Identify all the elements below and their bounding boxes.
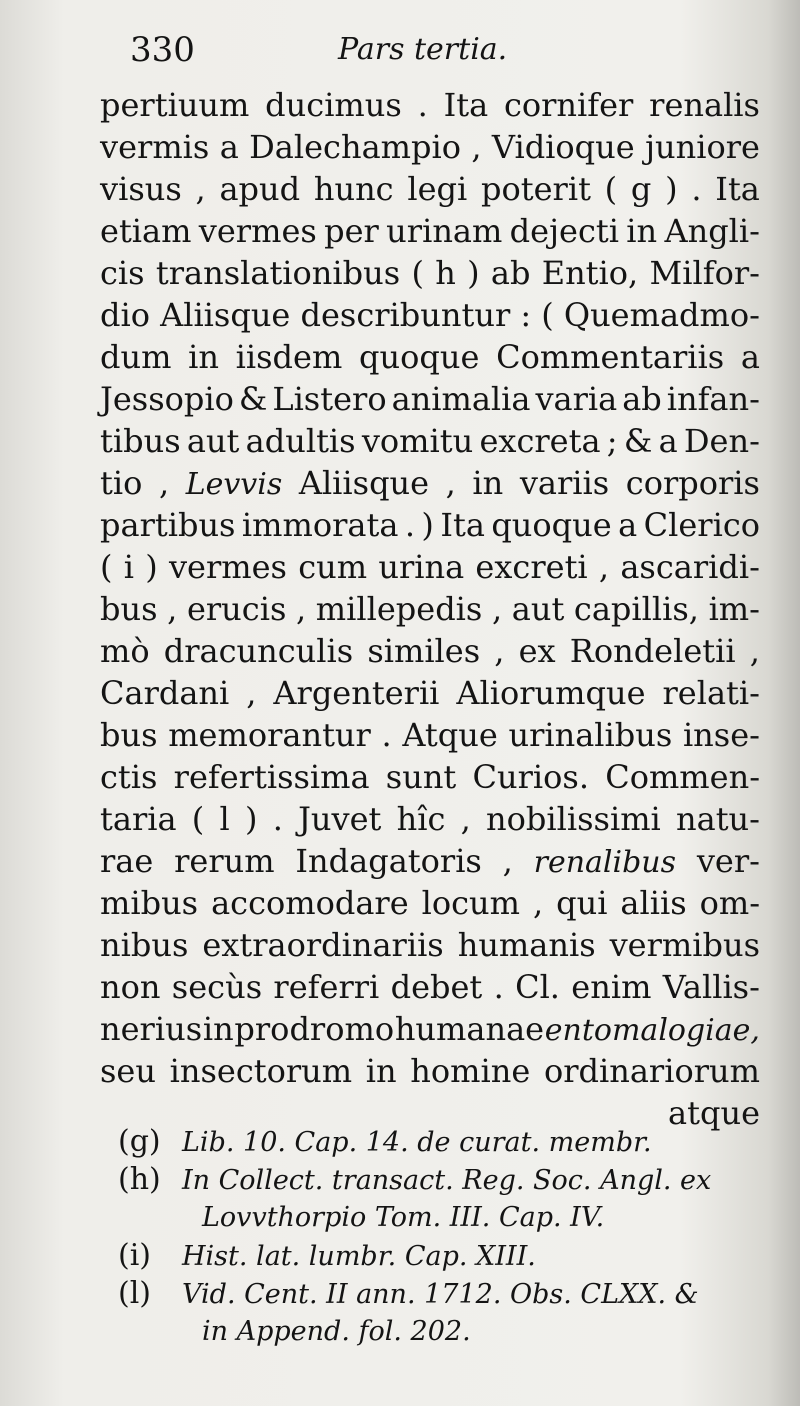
- word: aut: [186, 422, 240, 460]
- word: per: [324, 212, 379, 250]
- word: .: [381, 716, 392, 754]
- word: adultis: [245, 422, 356, 460]
- word: Curios.: [472, 758, 589, 796]
- word: ,: [460, 800, 471, 838]
- footnote: [118, 1161, 768, 1199]
- word: infan-: [666, 380, 760, 418]
- word: ): [145, 548, 158, 586]
- word: accomodare: [211, 884, 409, 922]
- word: Argenterii: [273, 674, 440, 712]
- footnote-mark: (h): [118, 1162, 161, 1197]
- page-header: [130, 30, 740, 80]
- word: debet: [390, 968, 483, 1006]
- word: a: [219, 128, 239, 166]
- word: animalia: [391, 380, 531, 418]
- word: translationibus: [155, 254, 401, 292]
- word: in: [626, 212, 658, 250]
- word: enim: [571, 968, 652, 1006]
- word: seu: [100, 1052, 156, 1090]
- word: .: [272, 800, 283, 838]
- word: vomitu: [361, 422, 474, 460]
- word: hunc: [313, 170, 394, 208]
- text-line: [100, 336, 760, 378]
- word: ex: [518, 632, 556, 670]
- word: ,: [502, 842, 513, 880]
- footnote-text: Hist. lat. lumbr. Cap. XIII.: [182, 1241, 536, 1272]
- word: renalibus: [533, 845, 677, 880]
- word: Vallis-: [662, 968, 760, 1006]
- word: &: [623, 422, 653, 460]
- word: entomalogiae,: [544, 1013, 760, 1048]
- word: .: [691, 170, 702, 208]
- word: vermibus: [609, 926, 760, 964]
- word: ,: [195, 170, 206, 208]
- word: ): [244, 800, 258, 838]
- text-line: [100, 462, 760, 504]
- word: ): [467, 254, 480, 292]
- word: humanis: [457, 926, 596, 964]
- word: poterit: [480, 170, 591, 208]
- word: :: [520, 296, 532, 334]
- text-line: [100, 672, 760, 714]
- word: ,: [471, 128, 482, 166]
- word: om-: [699, 884, 760, 922]
- word: in: [188, 338, 219, 376]
- word: Aliisque: [160, 296, 291, 334]
- text-line: [100, 882, 760, 924]
- word: (: [411, 254, 424, 292]
- word: vermis: [100, 128, 210, 166]
- word: taria: [100, 800, 177, 838]
- footnote-text: Lib. 10. Cap. 14. de curat. membr.: [182, 1127, 652, 1158]
- word: bus: [100, 716, 158, 754]
- word: Commen-: [605, 758, 760, 796]
- word: varia: [535, 380, 618, 418]
- word: Milfor-: [649, 254, 760, 292]
- word: ): [665, 170, 678, 208]
- word: hîc: [396, 800, 446, 838]
- word: urina: [378, 548, 465, 586]
- footnote-mark: (l): [118, 1276, 152, 1311]
- text-line: [100, 546, 760, 588]
- word: excreti: [475, 548, 588, 586]
- word: ctis: [100, 758, 158, 796]
- word: corporis: [625, 464, 760, 502]
- word: Entio,: [541, 254, 639, 292]
- text-line: [100, 84, 760, 126]
- text-line: [100, 756, 760, 798]
- footnote-mark: (g): [118, 1124, 161, 1159]
- word: qui: [556, 884, 608, 922]
- word: in: [472, 464, 504, 502]
- text-line: [100, 294, 760, 336]
- catchword: atque: [668, 1094, 760, 1132]
- word: describuntur: [300, 296, 511, 334]
- word: .: [417, 86, 428, 124]
- word: Dalechampio: [249, 128, 461, 166]
- word: ,: [749, 632, 760, 670]
- word: ,: [246, 674, 257, 712]
- word: juniore: [645, 128, 760, 166]
- word: ,: [598, 548, 610, 586]
- word: homine: [410, 1052, 531, 1090]
- word: Juvet: [298, 800, 382, 838]
- page-number: 330: [130, 30, 195, 70]
- word: quoque: [359, 338, 480, 376]
- word: (: [604, 170, 618, 208]
- word: (: [541, 296, 554, 334]
- word: nibus: [100, 926, 189, 964]
- word: ;: [606, 422, 618, 460]
- word: Ita: [443, 86, 489, 124]
- word: tio: [100, 464, 143, 502]
- word: a: [658, 422, 678, 460]
- word: ,: [167, 590, 178, 628]
- word: renalis: [649, 86, 760, 124]
- word: ducimus: [265, 86, 402, 124]
- word: cum: [298, 548, 368, 586]
- word: ab: [622, 380, 662, 418]
- word: legi: [407, 170, 468, 208]
- word: ascaridi-: [620, 548, 760, 586]
- word: ordinariorum: [543, 1052, 760, 1090]
- word: referri: [273, 968, 380, 1006]
- word: immorata: [241, 506, 399, 544]
- word: tibus: [100, 422, 181, 460]
- word: ,: [295, 590, 307, 628]
- word: vermes: [198, 212, 317, 250]
- word: excreta: [479, 422, 601, 460]
- word: capillis,: [573, 590, 699, 628]
- word: in: [202, 1010, 234, 1048]
- text-line: [100, 126, 760, 168]
- word: rerum: [174, 842, 275, 880]
- word: similes: [367, 632, 481, 670]
- text-line: [100, 840, 760, 882]
- word: secùs: [171, 968, 263, 1006]
- word: rae: [100, 842, 154, 880]
- word: Commentariis: [496, 338, 725, 376]
- word: Vidioque: [491, 128, 635, 166]
- word: Atque: [402, 716, 498, 754]
- word: l: [219, 800, 230, 838]
- word: ,: [158, 464, 170, 502]
- word: dum: [100, 338, 172, 376]
- word: aut: [511, 590, 565, 628]
- word: in: [365, 1052, 397, 1090]
- footnote: [118, 1199, 768, 1237]
- footnote: [118, 1237, 768, 1275]
- word: dejecti: [509, 212, 619, 250]
- word: apud: [219, 170, 301, 208]
- text-line: [100, 714, 760, 756]
- text-line: [100, 1008, 760, 1050]
- word: Levvis: [185, 467, 283, 502]
- word: vermes: [168, 548, 287, 586]
- word: variis: [519, 464, 610, 502]
- word: erucis: [186, 590, 287, 628]
- footnote: [118, 1275, 768, 1313]
- text-line: [100, 630, 760, 672]
- word: non: [100, 968, 161, 1006]
- word: partibus: [100, 506, 236, 544]
- word: im-: [708, 590, 760, 628]
- footnote-mark: (i): [118, 1238, 152, 1273]
- word: relati-: [662, 674, 760, 712]
- word: humanae: [394, 1010, 545, 1048]
- word: Den-: [683, 422, 760, 460]
- word: Aliorumque: [456, 674, 646, 712]
- word: Jessopio: [100, 380, 234, 418]
- footnote-text: Lovvthorpio Tom. III. Cap. IV.: [202, 1202, 605, 1233]
- word: Indagatoris: [295, 842, 482, 880]
- word: millepedis: [315, 590, 483, 628]
- body-text: [100, 84, 760, 1134]
- word: etiam: [100, 212, 192, 250]
- word: memorantur: [168, 716, 371, 754]
- text-line: [100, 1050, 760, 1092]
- word: i: [123, 548, 134, 586]
- running-title: Pars tertia.: [338, 32, 508, 67]
- footnote-text: In Collect. transact. Reg. Soc. Angl. ex: [182, 1165, 712, 1196]
- word: dracunculis: [163, 632, 354, 670]
- word: iisdem: [235, 338, 343, 376]
- word: ab: [490, 254, 531, 292]
- word: a: [618, 506, 638, 544]
- word: Rondeletii: [569, 632, 736, 670]
- footnote: [118, 1123, 768, 1161]
- word: natu-: [676, 800, 760, 838]
- word: (: [100, 548, 113, 586]
- word: nerius: [100, 1010, 203, 1048]
- text-line: [100, 378, 760, 420]
- word: bus: [100, 590, 158, 628]
- text-line: [100, 966, 760, 1008]
- word: sunt: [385, 758, 457, 796]
- word: Ita: [715, 170, 760, 208]
- word: pertiuum: [100, 86, 250, 124]
- word: Quemadmo-: [563, 296, 760, 334]
- footnote-text: in Append. fol. 202.: [202, 1316, 471, 1347]
- word: urinalibus: [508, 716, 673, 754]
- word: ,: [491, 590, 503, 628]
- word: Listero: [272, 380, 387, 418]
- word: ver-: [696, 842, 760, 880]
- word: h: [435, 254, 456, 292]
- word: quoque: [491, 506, 612, 544]
- text-line: [100, 210, 760, 252]
- word: Aliisque: [298, 464, 430, 502]
- word: ,: [532, 884, 544, 922]
- word: aliis: [620, 884, 687, 922]
- text-line: [100, 168, 760, 210]
- word: a: [740, 338, 760, 376]
- footnote: [118, 1313, 768, 1351]
- word: ,: [494, 632, 505, 670]
- word: urinam: [386, 212, 503, 250]
- word: Ita: [440, 506, 485, 544]
- word: Cl.: [515, 968, 560, 1006]
- word: Clerico: [643, 506, 760, 544]
- text-line: [100, 504, 760, 546]
- word: refertissima: [173, 758, 370, 796]
- word: ,: [445, 464, 456, 502]
- word: Angli-: [664, 212, 760, 250]
- word: prodromo: [234, 1010, 395, 1048]
- word: mibus: [100, 884, 199, 922]
- text-line: [100, 252, 760, 294]
- footnote-text: Vid. Cent. II ann. 1712. Obs. CLXX. &: [182, 1279, 699, 1310]
- word: cornifer: [503, 86, 634, 124]
- word: dio: [100, 296, 150, 334]
- text-line: [100, 588, 760, 630]
- word: (: [191, 800, 205, 838]
- word: visus: [100, 170, 182, 208]
- word: extraordinariis: [202, 926, 444, 964]
- text-line: [100, 924, 760, 966]
- word: cis: [100, 254, 145, 292]
- word: ): [421, 506, 434, 544]
- word: g: [630, 170, 652, 208]
- word: .: [404, 506, 415, 544]
- footnotes: [118, 1123, 768, 1351]
- word: locum: [421, 884, 520, 922]
- word: nobilissimi: [486, 800, 661, 838]
- word: &: [238, 380, 268, 418]
- text-line: [100, 420, 760, 462]
- word: .: [493, 968, 504, 1006]
- word: Cardani: [100, 674, 230, 712]
- word: inse-: [682, 716, 760, 754]
- text-line: [100, 798, 760, 840]
- word: insectorum: [169, 1052, 353, 1090]
- word: mò: [100, 632, 150, 670]
